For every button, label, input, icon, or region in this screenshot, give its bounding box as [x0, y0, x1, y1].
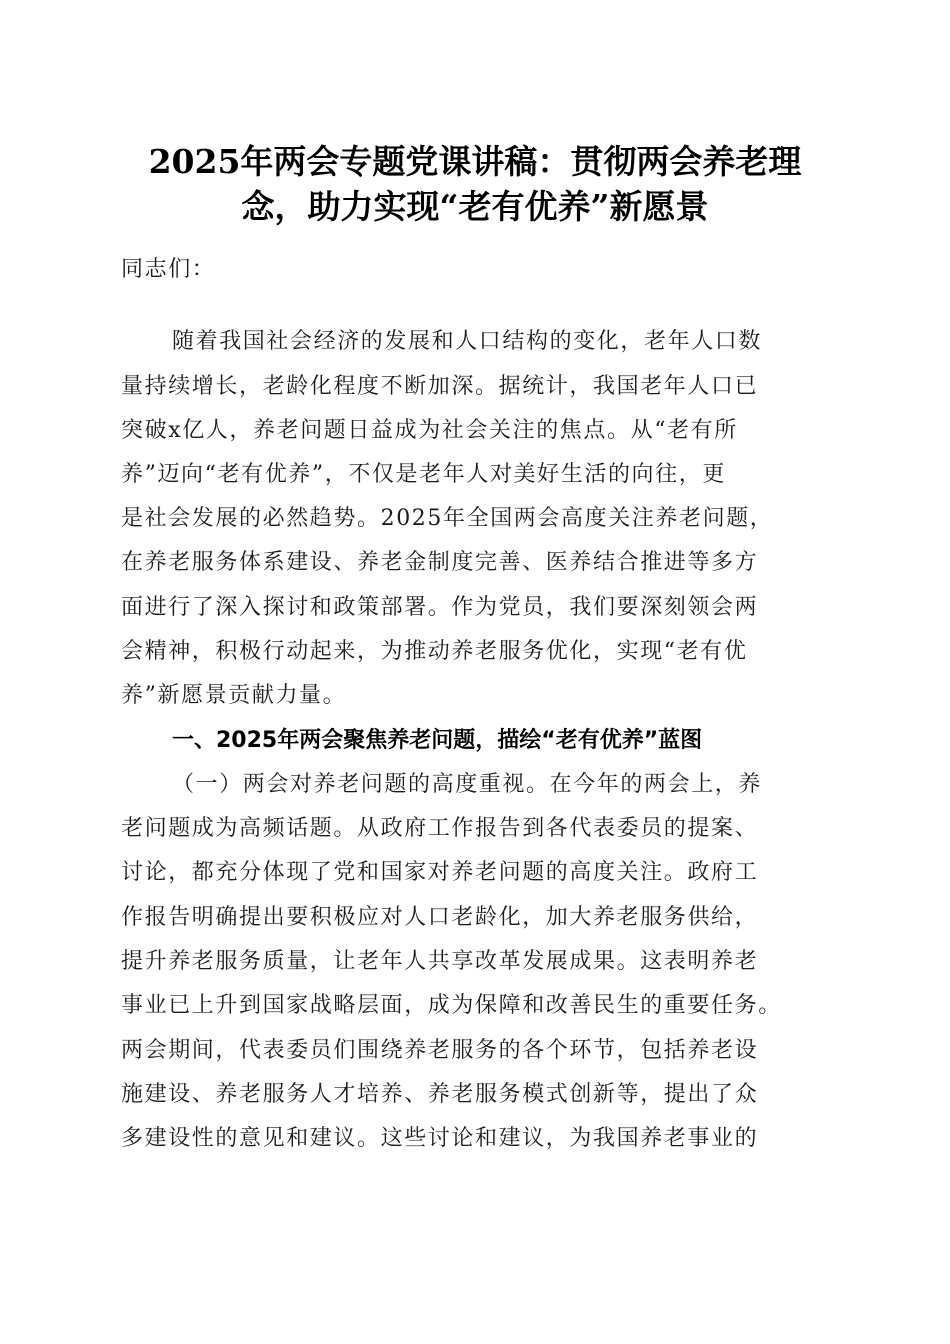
paragraph-2-line: 事业已上升到国家战略层面，成为保障和改善民生的重要任务。	[121, 993, 782, 1018]
document-title-line-2: 念，助力实现“老有优养”新愿景	[241, 187, 709, 226]
salutation: 同志们：	[121, 257, 216, 282]
paragraph-1-line: 随着我国社会经济的发展和人口结构的变化，老年人口数	[172, 329, 763, 354]
paragraph-1-line: 突破x亿人，养老问题日益成为社会关注的焦点。从“老有所	[121, 418, 738, 443]
paragraph-2-line: 多建设性的意见和建议。这些讨论和建议，为我国养老事业的	[121, 1126, 759, 1151]
paragraph-1-line: 面进行了深入探讨和政策部署。作为党员，我们要深刻领会两	[121, 595, 759, 620]
paragraph-2-line: 讨论，都充分体现了党和国家对养老问题的高度关注。政府工	[121, 860, 759, 885]
paragraph-1-line: 量持续增长，老龄化程度不断加深。据统计，我国老年人口已	[121, 374, 759, 399]
paragraph-2-line: 提升养老服务质量，让老年人共享改革发展成果。这表明养老	[121, 949, 759, 974]
paragraph-1-line: 养”新愿景贡献力量。	[121, 683, 347, 708]
paragraph-2-line: （一）两会对养老问题的高度重视。在今年的两会上，养	[172, 772, 763, 797]
paragraph-2-line: 老问题成为高频话题。从政府工作报告到各代表委员的提案、	[121, 816, 759, 841]
section-heading: 一、2025年两会聚焦养老问题，描绘“老有优养”蓝图	[172, 728, 703, 753]
paragraph-1-line: 养”迈向“老有优养”，不仅是老年人对美好生活的向往，更	[121, 462, 726, 487]
document-title-line-1: 2025年两会专题党课讲稿：贯彻两会养老理	[148, 142, 802, 181]
paragraph-2-line: 作报告明确提出要积极应对人口老龄化，加大养老服务供给，	[121, 905, 759, 930]
paragraph-1-line: 是社会发展的必然趋势。2025年全国两会高度关注养老问题，	[121, 506, 774, 531]
paragraph-1-line: 会精神，积极行动起来，为推动养老服务优化，实现“老有优	[121, 639, 748, 664]
paragraph-2-line: 施建设、养老服务人才培养、养老服务模式创新等，提出了众	[121, 1082, 759, 1107]
paragraph-2-line: 两会期间，代表委员们围绕养老服务的各个环节，包括养老设	[121, 1038, 759, 1063]
paragraph-1-line: 在养老服务体系建设、养老金制度完善、医养结合推进等多方	[121, 550, 759, 575]
